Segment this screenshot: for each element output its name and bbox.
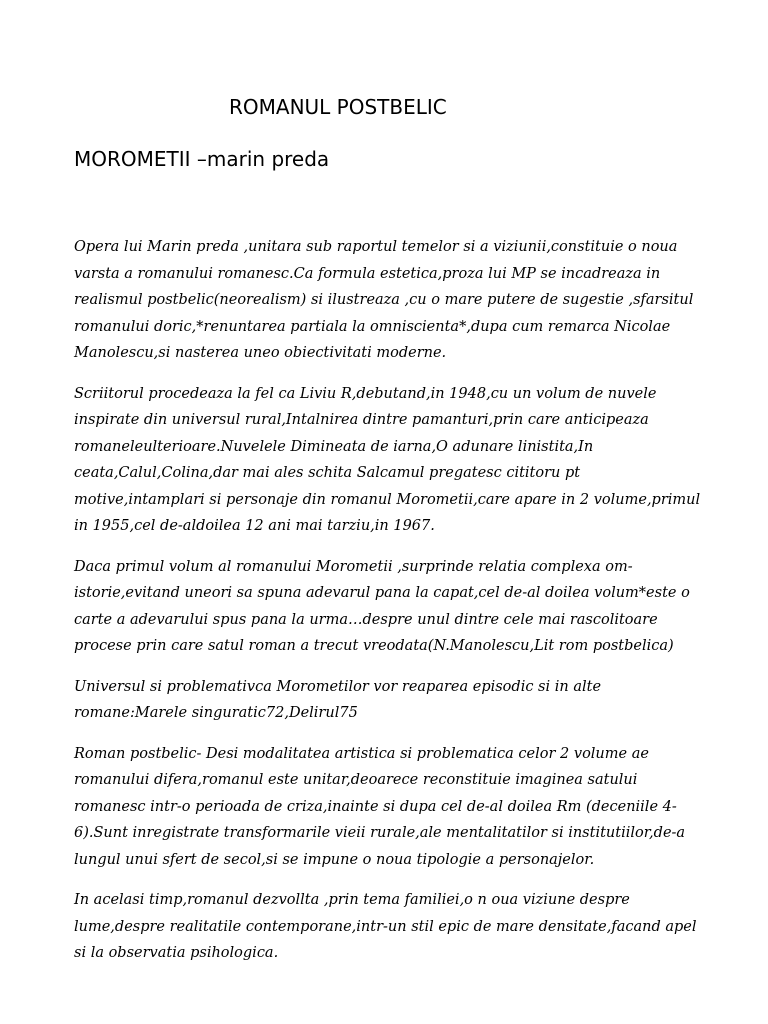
page-title: ROMANUL POSTBELIC [229,95,447,119]
paragraph-volume: Daca primul volum al romanului Morometii ,surprinde relatia complexa om-istorie,evitand uneori sa spuna adevarul pana la capat,cel de-al doilea volum*este o carte a adevarului spus pana la urma…despre unul dintre cele mai rascolitoare procese prin care satul roman a trecut vreodata(N.Manolescu,Lit rom postbelica) [74,558,690,654]
paragraph-family-theme: In acelasi timp,romanul dezvollta ,prin tema familiei,o n oua viziune despre lume,despre realitatile contemporane,intr-un stil epic de mare densitate,facand apel si la observatia psihologica. [74,892,697,961]
paragraph-postwar-novel: Roman postbelic- Desi modalitatea artistica si problematica celor 2 volume ae romanului difera,romanul este unitar,deoarece reconstituie imaginea satului romanesc intr-o perioada de criza,inainte si dupa cel de-al doilea Rm (deceniile 4-6).Sunt inregistrate transformarile vieii rurale,ale mentalitatilor si institutiilor,de-a lungul unui sfert de secol,si se impune o noua tipologie a personajelor. [74,745,686,868]
page-subtitle: MOROMETII –marin preda [74,147,330,171]
paragraph-opera: Opera lui Marin preda ,unitara sub raportul temelor si a viziunii,constituie o noua varsta a romanului romanesc.Ca formula estetica,proza lui MP se incadreaza in realismul postbelic(neorealism) si ilustreaza ,cu o mare putere de sugestie ,sfarsitul romanului doric,*renuntarea partiala la omniscienta*,dupa cum remarca Nicolae Manolescu,si nasterea uneo obiectivitati moderne. [74,239,694,361]
paragraph-universe: Universul si problemativca Morometilor vor reaparea episodic si in alte romane:Marele singuratic72,Delirul75 [74,678,602,721]
paragraph-debut: Scriitorul procedeaza la fel ca Liviu R,debutand,in 1948,cu un volum de nuvele inspirate din universul rural,Intalnirea dintre pamanturi,prin care anticipeaza romaneleulterioare.Nuvelele Dimineata de iarna,O adunare linistita,In ceata,Calul,Colina,dar mai ales schita Salcamul pregatesc cititoru pt motive,intamplari si personaje din romanul Morometii,care apare in 2 volume,primul in 1955,cel de-aldoilea 12 ani mai tarziu,in 1967. [74,385,701,534]
document-body [74,234,704,981]
